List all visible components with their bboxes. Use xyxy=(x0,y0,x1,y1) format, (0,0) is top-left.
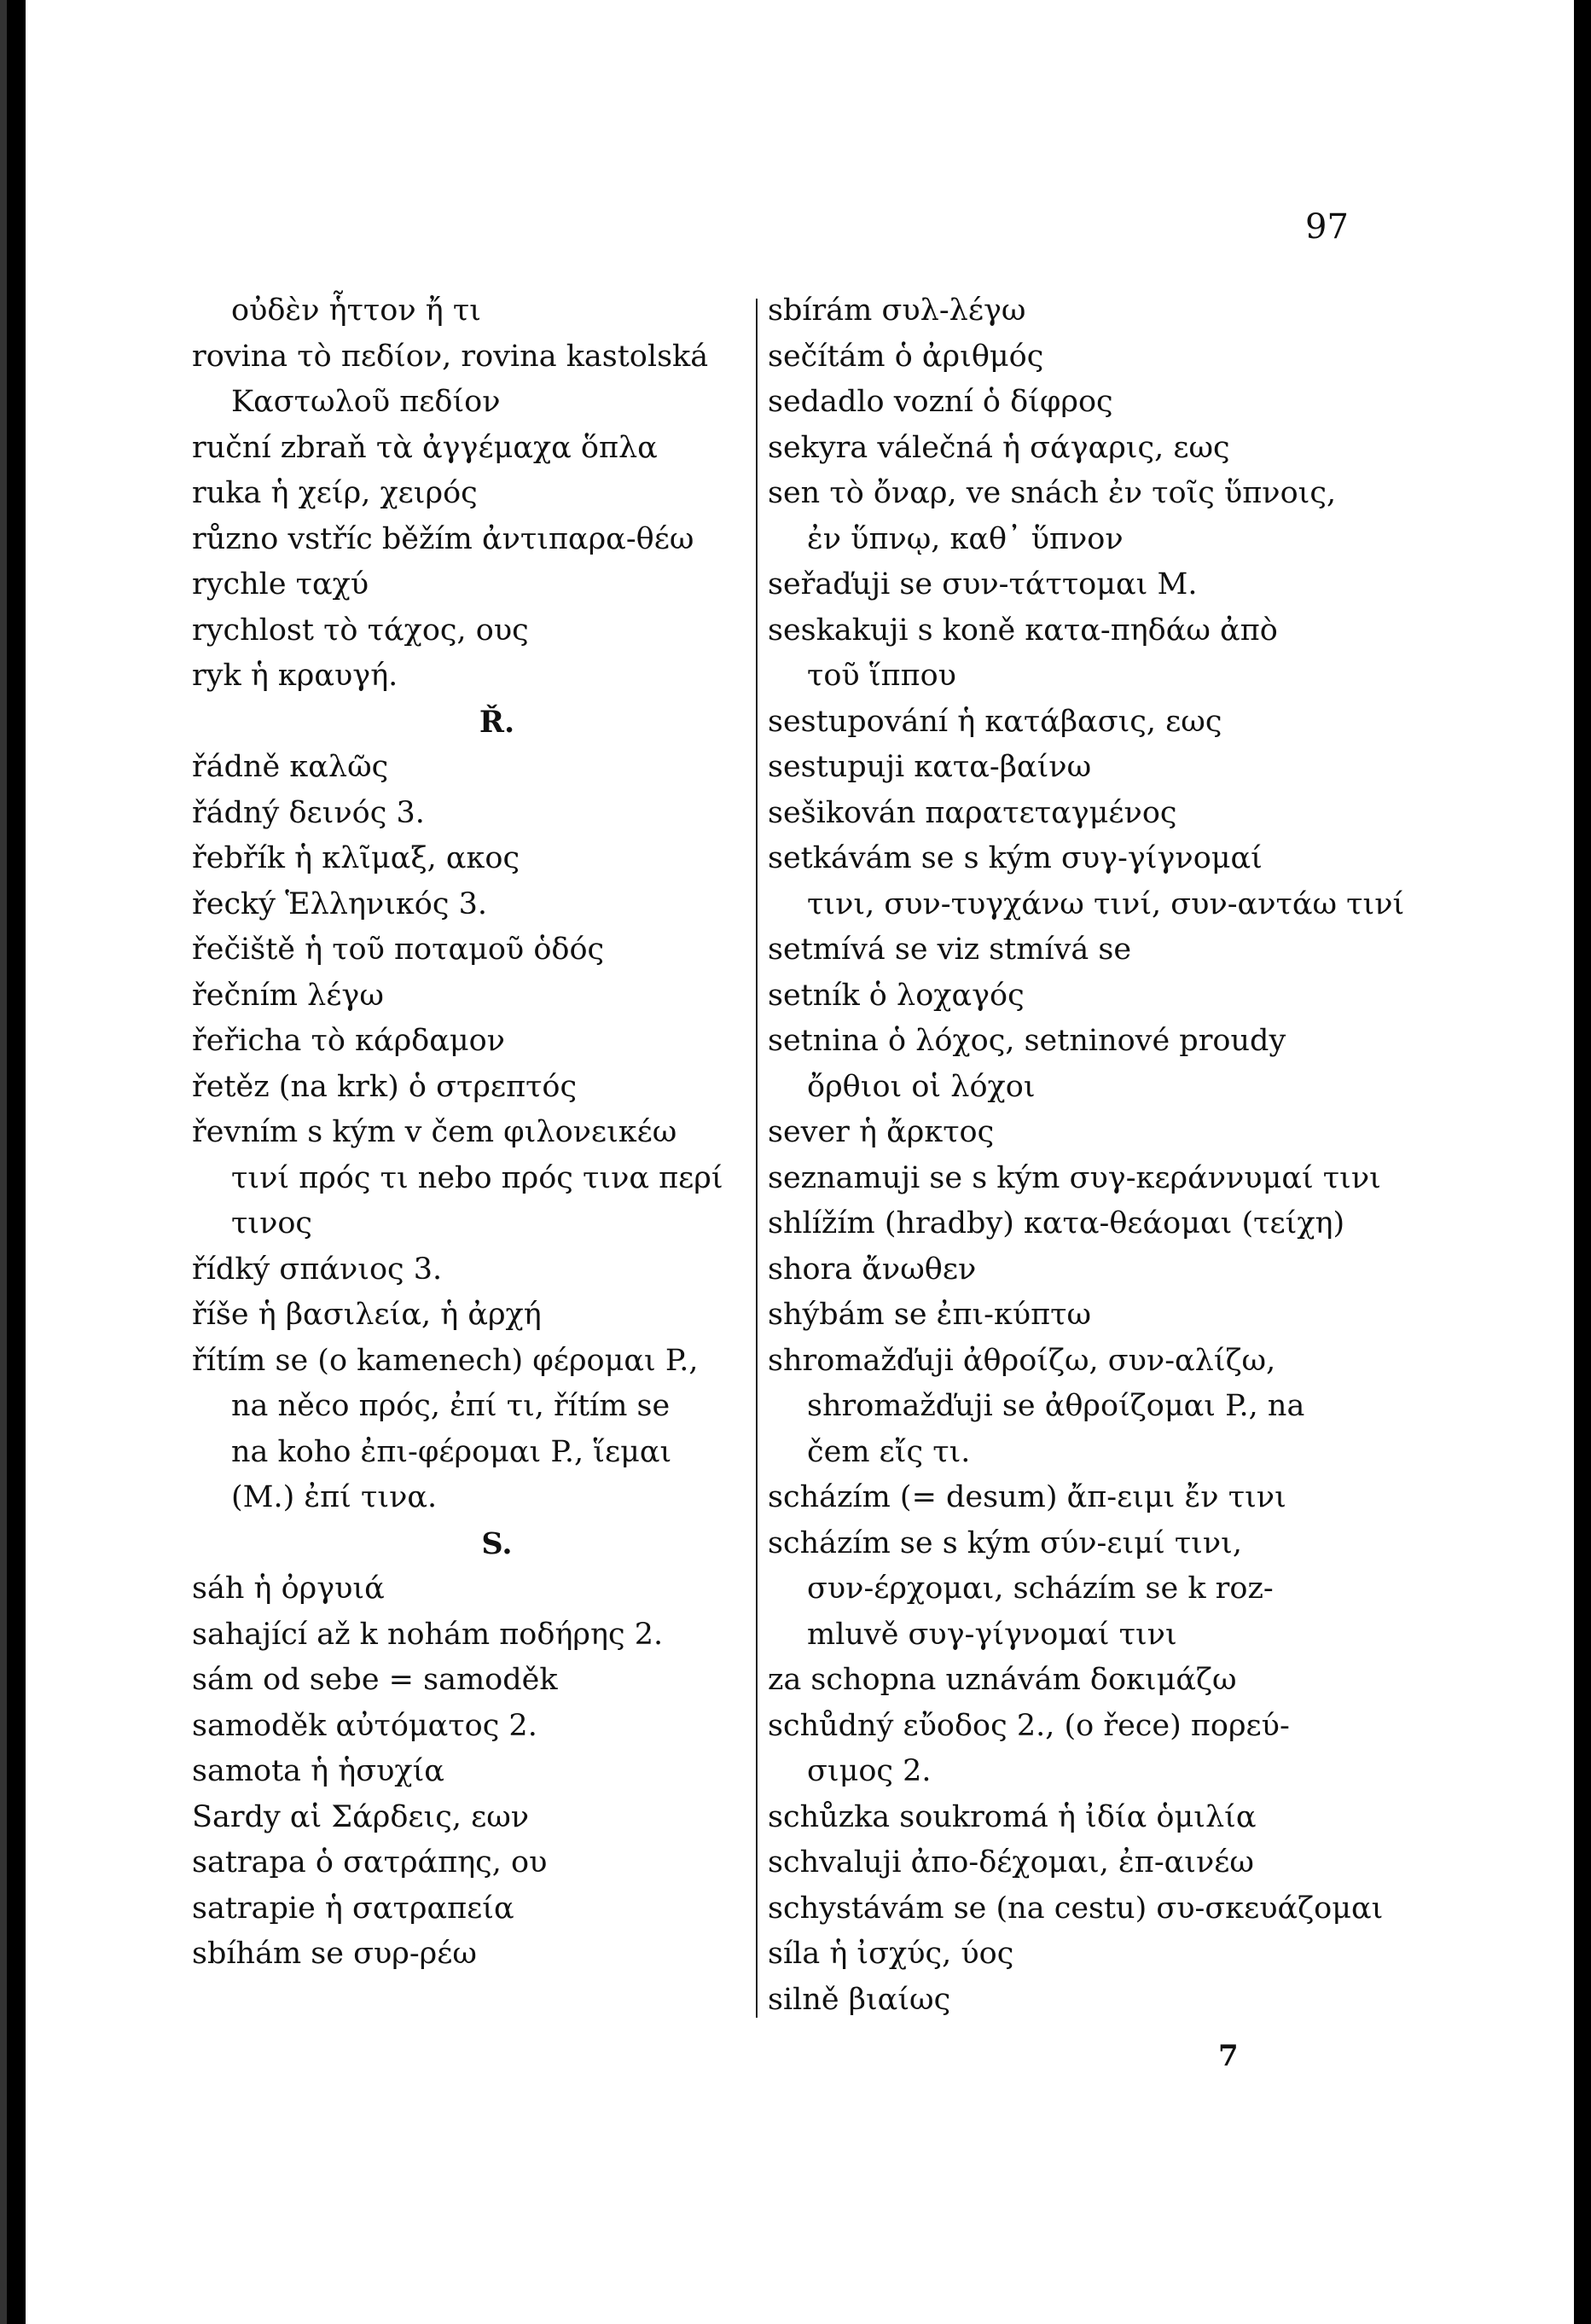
dictionary-entry: sedadlo vozní ὁ δίφρος xyxy=(768,385,1113,419)
entry-continuation: τινι, συν-τυγχάνω τινί, συν-αντάω τινί xyxy=(807,886,1405,921)
dictionary-entry: sáh ἡ ὀργυιά xyxy=(192,1572,385,1606)
book-spine-edge xyxy=(0,0,7,2324)
signature-mark: 7 xyxy=(1218,2039,1239,2073)
dictionary-entry: shlížím (hradby) κατα-θεάομαι (τείχη) xyxy=(768,1206,1345,1240)
dictionary-entry: sbíhám se συρ-ρέω xyxy=(192,1937,477,1971)
dictionary-entry: řídký σπάνιος 3. xyxy=(192,1252,443,1287)
entry-continuation: οὐδὲν ἧττον ἤ τι xyxy=(231,293,481,328)
dictionary-entry: ryk ἡ κραυγή. xyxy=(192,659,398,693)
entry-continuation: na koho ἐπι-φέρομαι P., ἵεμαι xyxy=(231,1434,672,1469)
dictionary-entry: řítím se (o kamenech) φέρομαι P., xyxy=(192,1343,699,1378)
dictionary-entry: řebřík ἡ κλῖμαξ, ακος xyxy=(192,841,520,875)
dictionary-entry: schůzka soukromá ἡ ἰδία ὁμιλία xyxy=(768,1799,1257,1834)
dictionary-entry: sešikován παρατεταγμένος xyxy=(768,795,1177,830)
dictionary-entry: setmívá se viz stmívá se xyxy=(768,933,1132,967)
section-heading: Ř. xyxy=(479,704,515,740)
column-divider xyxy=(756,299,758,2018)
dictionary-entry: řádně καλῶς xyxy=(192,750,389,784)
dictionary-entry: sekyra válečná ἡ σάγαρις, εως xyxy=(768,430,1230,465)
dictionary-entry: sám od sebe = samoděk xyxy=(192,1663,558,1697)
dictionary-entry: říše ἡ βασιλεία, ἡ ἀρχή xyxy=(192,1298,542,1332)
dictionary-entry: sbírám συλ-λέγω xyxy=(768,293,1026,328)
dictionary-entry: setník ὁ λοχαγός xyxy=(768,978,1025,1013)
dictionary-entry: řečiště ἡ τοῦ ποταμοῦ ὁδός xyxy=(192,933,605,967)
entry-continuation: τινί πρός τι nebo πρός τινα περί xyxy=(231,1160,723,1195)
entry-continuation: čem εἴς τι. xyxy=(807,1434,971,1469)
dictionary-entry: schystávám se (na cestu) συ-σκευάζομαι xyxy=(768,1891,1384,1926)
dictionary-entry: samoděk αὐτόματος 2. xyxy=(192,1708,537,1743)
entry-continuation: συν-έρχομαι, scházím se k roz- xyxy=(807,1572,1274,1606)
dictionary-entry: silně βιαίως xyxy=(768,1982,951,2017)
dictionary-entry: různo vstříc běžím ἀντιπαρα-θέω xyxy=(192,521,694,556)
page-number: 97 xyxy=(1305,207,1349,247)
left-column xyxy=(192,288,751,1978)
entry-continuation: Καστωλοῦ πεδίον xyxy=(231,385,501,419)
dictionary-entry: síla ἡ ἰσχύς, ύος xyxy=(768,1937,1014,1971)
dictionary-entry: scházím (= desum) ἄπ-ειμι ἔν τινι xyxy=(768,1480,1286,1514)
dictionary-entry: scházím se s kým σύν-ειμί τινι, xyxy=(768,1525,1243,1560)
dictionary-entry: shora ἄνωθεν xyxy=(768,1252,977,1287)
dictionary-entry: sever ἡ ἄρκτος xyxy=(768,1115,995,1149)
dictionary-page xyxy=(26,0,1574,2324)
dictionary-entry: satrapie ἡ σατραπεία xyxy=(192,1891,514,1926)
dictionary-entry: seskakuji s koně κατα-πηδάω ἀπὸ xyxy=(768,613,1278,648)
entry-continuation: τινος xyxy=(231,1206,313,1240)
dictionary-entry: sen τὸ ὄναρ, ve snách ἐν τοῖς ὕπνοις, xyxy=(768,476,1337,510)
dictionary-entry: setkávám se s kým συγ-γίγνομαί xyxy=(768,841,1263,875)
dictionary-entry: schůdný εὔοδος 2., (o řece) πορεύ- xyxy=(768,1708,1290,1743)
entry-continuation: shromažďuji se ἀθροίζομαι P., na xyxy=(807,1389,1305,1423)
dictionary-entry: rychle ταχύ xyxy=(192,567,369,601)
entry-continuation: τοῦ ἵππου xyxy=(807,659,956,693)
dictionary-entry: řádný δεινός 3. xyxy=(192,795,425,830)
right-column xyxy=(768,288,1405,2023)
dictionary-entry: řecký Ἑλληνικός 3. xyxy=(192,886,488,921)
dictionary-entry: řeřicha τὸ κάρδαμον xyxy=(192,1024,505,1058)
dictionary-entry: seřaďuji se συν-τάττομαι M. xyxy=(768,567,1198,601)
dictionary-entry: seznamuji se s kým συγ-κεράννυμαί τινι xyxy=(768,1160,1381,1195)
entry-continuation: (M.) ἐπί τινα. xyxy=(231,1480,438,1514)
dictionary-entry: rychlost τὸ τάχος, ους xyxy=(192,613,529,648)
dictionary-entry: shýbám se ἐπι-κύπτω xyxy=(768,1298,1092,1332)
dictionary-entry: Sardy αἱ Σάρδεις, εων xyxy=(192,1799,530,1834)
dictionary-entry: za schopna uznávám δοκιμάζω xyxy=(768,1663,1237,1697)
dictionary-entry: rovina τὸ πεδίον, rovina kastolská xyxy=(192,339,709,374)
dictionary-entry: setnina ὁ λόχος, setninové proudy xyxy=(768,1024,1286,1058)
dictionary-entry: schvaluji ἀπο-δέχομαι, ἐπ-αινέω xyxy=(768,1845,1254,1880)
dictionary-entry: sečítám ὁ ἀριθμός xyxy=(768,339,1044,374)
dictionary-entry: řečním λέγω xyxy=(192,978,384,1013)
dictionary-entry: sahající až k nohám ποδήρης 2. xyxy=(192,1617,664,1652)
dictionary-entry: řevním s kým v čem φιλονεικέω xyxy=(192,1115,677,1149)
entry-continuation: ἐν ὕπνῳ, καθ᾽ ὕπνον xyxy=(807,521,1124,556)
dictionary-entry: samota ἡ ἡσυχία xyxy=(192,1754,444,1788)
section-heading: S. xyxy=(481,1525,513,1561)
entry-continuation: ὄρθιοι οἱ λόχοι xyxy=(807,1069,1036,1104)
dictionary-entry: ruční zbraň τὰ ἀγγέμαχα ὅπλα xyxy=(192,430,658,465)
dictionary-entry: ruka ἡ χείρ, χειρός xyxy=(192,476,478,510)
entry-continuation: mluvě συγ-γίγνομαί τινι xyxy=(807,1617,1177,1652)
dictionary-entry: sestupuji κατα-βαίνω xyxy=(768,750,1092,784)
entry-continuation: na něco πρός, ἐπί τι, řítím se xyxy=(231,1389,671,1423)
dictionary-entry: shromažďuji ἀθροίζω, συν-αλίζω, xyxy=(768,1343,1276,1378)
dictionary-entry: řetěz (na krk) ὁ στρεπτός xyxy=(192,1069,578,1104)
entry-continuation: σιμος 2. xyxy=(807,1754,932,1788)
dictionary-entry: sestupování ἡ κατάβασις, εως xyxy=(768,704,1222,739)
dictionary-entry: satrapa ὁ σατράπης, ου xyxy=(192,1845,548,1880)
